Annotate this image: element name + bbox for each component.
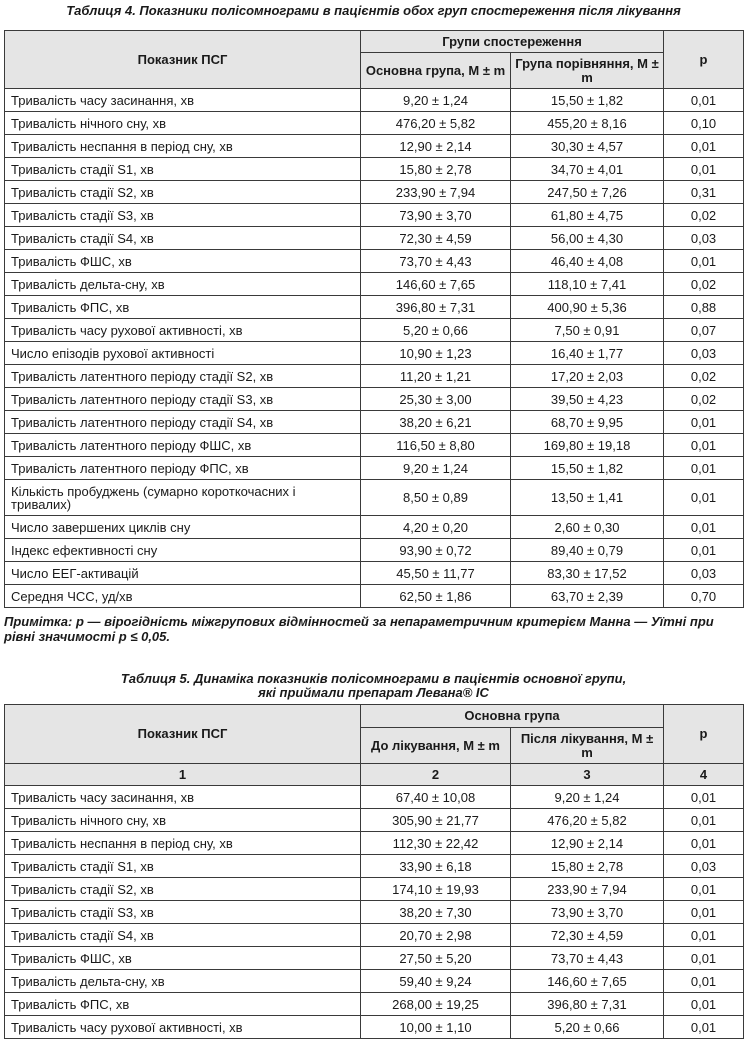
row-label: Тривалість латентного періоду стадії S4, хв [5, 411, 361, 434]
row-value-a: 9,20 ± 1,24 [361, 89, 511, 112]
row-p-value: 0,01 [664, 878, 744, 901]
row-value-a: 12,90 ± 2,14 [361, 135, 511, 158]
row-p-value: 0,01 [664, 786, 744, 809]
table-row [5, 388, 744, 411]
row-p-value: 0,70 [664, 585, 744, 608]
row-label: Індекс ефективності сну [5, 539, 361, 562]
row-value-b: 9,20 ± 1,24 [511, 786, 664, 809]
table-row [5, 89, 744, 112]
row-label: Тривалість дельта-сну, хв [5, 970, 361, 993]
row-p-value: 0,03 [664, 562, 744, 585]
row-value-b: 63,70 ± 2,39 [511, 585, 664, 608]
table5-column-numbers [5, 764, 744, 786]
row-value-a: 67,40 ± 10,08 [361, 786, 511, 809]
column-number: 4 [664, 764, 744, 786]
column-number: 3 [511, 764, 664, 786]
row-label: Тривалість нічного сну, хв [5, 112, 361, 135]
table-row [5, 434, 744, 457]
row-value-a: 112,30 ± 22,42 [361, 832, 511, 855]
row-value-b: 61,80 ± 4,75 [511, 204, 664, 227]
row-value-a: 59,40 ± 9,24 [361, 970, 511, 993]
row-label: Тривалість неспання в період сну, хв [5, 135, 361, 158]
row-value-a: 11,20 ± 1,21 [361, 365, 511, 388]
row-value-b: 13,50 ± 1,41 [511, 480, 664, 516]
row-value-b: 73,70 ± 4,43 [511, 947, 664, 970]
row-value-a: 38,20 ± 7,30 [361, 901, 511, 924]
row-p-value: 0,01 [664, 993, 744, 1016]
table-row [5, 181, 744, 204]
table4-caption: Таблиця 4. Показники полісомнограми в пацієнтів обох груп спостереження після лікування [66, 3, 681, 18]
row-value-b: 89,40 ± 0,79 [511, 539, 664, 562]
row-label: Тривалість часу засинання, хв [5, 89, 361, 112]
row-value-b: 34,70 ± 4,01 [511, 158, 664, 181]
row-value-a: 396,80 ± 7,31 [361, 296, 511, 319]
row-label: Тривалість латентного періоду ФШС, хв [5, 434, 361, 457]
table-row [5, 901, 744, 924]
table-row [5, 855, 744, 878]
row-value-b: 15,50 ± 1,82 [511, 89, 664, 112]
row-label: Тривалість ФПС, хв [5, 993, 361, 1016]
table-row [5, 250, 744, 273]
row-label: Тривалість стадії S3, хв [5, 204, 361, 227]
table-row [5, 204, 744, 227]
row-p-value: 0,01 [664, 970, 744, 993]
row-value-b: 118,10 ± 7,41 [511, 273, 664, 296]
row-label: Тривалість ФПС, хв [5, 296, 361, 319]
row-p-value: 0,01 [664, 924, 744, 947]
row-value-a: 4,20 ± 0,20 [361, 516, 511, 539]
row-value-a: 33,90 ± 6,18 [361, 855, 511, 878]
row-label: Тривалість латентного періоду стадії S2, хв [5, 365, 361, 388]
row-p-value: 0,01 [664, 411, 744, 434]
row-value-a: 233,90 ± 7,94 [361, 181, 511, 204]
table5-caption-line1: Таблиця 5. Динаміка показників полісомнограми в пацієнтів основної групи, [120, 671, 627, 686]
row-label: Середня ЧСС, уд/хв [5, 585, 361, 608]
row-p-value: 0,01 [664, 135, 744, 158]
table-row [5, 924, 744, 947]
table-row [5, 562, 744, 585]
row-label: Тривалість латентного періоду стадії S3, хв [5, 388, 361, 411]
table-row [5, 947, 744, 970]
row-p-value: 0,01 [664, 480, 744, 516]
table5-header-before: До лікування, M ± m [361, 728, 511, 764]
table-row [5, 539, 744, 562]
row-value-a: 305,90 ± 21,77 [361, 809, 511, 832]
table-row [5, 411, 744, 434]
row-p-value: 0,03 [664, 227, 744, 250]
row-label: Тривалість ФШС, хв [5, 947, 361, 970]
table-row [5, 516, 744, 539]
row-value-a: 15,80 ± 2,78 [361, 158, 511, 181]
table5 [4, 704, 744, 1039]
row-value-a: 5,20 ± 0,66 [361, 319, 511, 342]
row-p-value: 0,03 [664, 855, 744, 878]
row-value-a: 62,50 ± 1,86 [361, 585, 511, 608]
row-value-a: 38,20 ± 6,21 [361, 411, 511, 434]
row-value-a: 73,70 ± 4,43 [361, 250, 511, 273]
table5-caption-line2: які приймали препарат Левана® ІС [258, 685, 489, 700]
row-value-b: 455,20 ± 8,16 [511, 112, 664, 135]
row-value-b: 68,70 ± 9,95 [511, 411, 664, 434]
row-p-value: 0,02 [664, 388, 744, 411]
row-value-b: 169,80 ± 19,18 [511, 434, 664, 457]
row-value-a: 146,60 ± 7,65 [361, 273, 511, 296]
row-label: Число завершених циклів сну [5, 516, 361, 539]
table-row [5, 480, 744, 516]
row-value-a: 9,20 ± 1,24 [361, 457, 511, 480]
table-row [5, 878, 744, 901]
table-row [5, 273, 744, 296]
row-value-b: 12,90 ± 2,14 [511, 832, 664, 855]
row-value-a: 174,10 ± 19,93 [361, 878, 511, 901]
row-label: Тривалість часу засинання, хв [5, 786, 361, 809]
table-row [5, 993, 744, 1016]
table-row [5, 112, 744, 135]
row-p-value: 0,01 [664, 1016, 744, 1039]
row-p-value: 0,01 [664, 158, 744, 181]
row-value-b: 15,80 ± 2,78 [511, 855, 664, 878]
row-p-value: 0,01 [664, 250, 744, 273]
row-value-b: 30,30 ± 4,57 [511, 135, 664, 158]
table4-header-p: p [664, 31, 744, 89]
row-value-a: 10,00 ± 1,10 [361, 1016, 511, 1039]
row-label: Тривалість стадії S2, хв [5, 181, 361, 204]
row-p-value: 0,01 [664, 809, 744, 832]
row-value-a: 10,90 ± 1,23 [361, 342, 511, 365]
table-row [5, 296, 744, 319]
row-value-a: 93,90 ± 0,72 [361, 539, 511, 562]
row-value-b: 233,90 ± 7,94 [511, 878, 664, 901]
table-row [5, 786, 744, 809]
table4-note: Примітка: p — вірогідність міжгрупових відмінностей за непараметричним критерієм Манна — Уїтні при рівні значимості p ≤ 0,05. [4, 614, 714, 644]
row-value-b: 83,30 ± 17,52 [511, 562, 664, 585]
table-row [5, 809, 744, 832]
row-label: Тривалість стадії S4, хв [5, 924, 361, 947]
row-value-a: 72,30 ± 4,59 [361, 227, 511, 250]
row-value-a: 268,00 ± 19,25 [361, 993, 511, 1016]
row-p-value: 0,01 [664, 947, 744, 970]
table-row [5, 832, 744, 855]
table-row [5, 227, 744, 250]
table-row [5, 970, 744, 993]
row-p-value: 0,01 [664, 901, 744, 924]
row-label: Тривалість стадії S3, хв [5, 901, 361, 924]
table4-header-comparison-group: Група порівняння, M ± m [511, 53, 664, 89]
row-p-value: 0,88 [664, 296, 744, 319]
table-row [5, 1016, 744, 1039]
row-label: Тривалість латентного періоду ФПС, хв [5, 457, 361, 480]
row-value-b: 7,50 ± 0,91 [511, 319, 664, 342]
row-value-b: 56,00 ± 4,30 [511, 227, 664, 250]
table4-body [5, 89, 744, 608]
row-label: Число ЕЕГ-активацій [5, 562, 361, 585]
table5-header-indicator: Показник ПСГ [5, 705, 361, 764]
row-value-b: 17,20 ± 2,03 [511, 365, 664, 388]
column-number: 1 [5, 764, 361, 786]
row-value-b: 146,60 ± 7,65 [511, 970, 664, 993]
row-value-b: 16,40 ± 1,77 [511, 342, 664, 365]
row-label: Тривалість ФШС, хв [5, 250, 361, 273]
table5-header-group: Основна група [361, 705, 664, 728]
row-value-a: 73,90 ± 3,70 [361, 204, 511, 227]
row-label: Тривалість дельта-сну, хв [5, 273, 361, 296]
row-p-value: 0,02 [664, 204, 744, 227]
row-label: Тривалість неспання в період сну, хв [5, 832, 361, 855]
row-value-a: 25,30 ± 3,00 [361, 388, 511, 411]
row-value-b: 476,20 ± 5,82 [511, 809, 664, 832]
row-value-b: 72,30 ± 4,59 [511, 924, 664, 947]
row-value-b: 5,20 ± 0,66 [511, 1016, 664, 1039]
row-value-b: 46,40 ± 4,08 [511, 250, 664, 273]
row-value-a: 45,50 ± 11,77 [361, 562, 511, 585]
row-label: Тривалість стадії S1, хв [5, 158, 361, 181]
row-label: Тривалість часу рухової активності, хв [5, 1016, 361, 1039]
row-label: Тривалість нічного сну, хв [5, 809, 361, 832]
row-value-b: 73,90 ± 3,70 [511, 901, 664, 924]
row-p-value: 0,01 [664, 832, 744, 855]
row-p-value: 0,02 [664, 365, 744, 388]
table4-header-main-group: Основна група, M ± m [361, 53, 511, 89]
table5-header-p: p [664, 705, 744, 764]
table-row [5, 585, 744, 608]
row-p-value: 0,01 [664, 434, 744, 457]
table-row [5, 365, 744, 388]
row-p-value: 0,10 [664, 112, 744, 135]
table-row [5, 457, 744, 480]
table-row [5, 319, 744, 342]
row-value-b: 39,50 ± 4,23 [511, 388, 664, 411]
row-value-a: 27,50 ± 5,20 [361, 947, 511, 970]
row-value-b: 396,80 ± 7,31 [511, 993, 664, 1016]
row-value-b: 247,50 ± 7,26 [511, 181, 664, 204]
row-value-b: 400,90 ± 5,36 [511, 296, 664, 319]
row-label: Тривалість стадії S2, хв [5, 878, 361, 901]
row-p-value: 0,01 [664, 516, 744, 539]
row-p-value: 0,07 [664, 319, 744, 342]
table-row [5, 135, 744, 158]
row-value-a: 8,50 ± 0,89 [361, 480, 511, 516]
row-p-value: 0,01 [664, 457, 744, 480]
column-number: 2 [361, 764, 511, 786]
row-label: Тривалість стадії S4, хв [5, 227, 361, 250]
row-p-value: 0,02 [664, 273, 744, 296]
row-label: Кількість пробуджень (сумарно короткочасних і тривалих) [5, 480, 361, 516]
table4-header-groups: Групи спостереження [361, 31, 664, 53]
table5-header-after: Після лікування, M ± m [511, 728, 664, 764]
row-value-a: 116,50 ± 8,80 [361, 434, 511, 457]
row-label: Тривалість часу рухової активності, хв [5, 319, 361, 342]
table-row [5, 342, 744, 365]
table-row [5, 158, 744, 181]
row-p-value: 0,03 [664, 342, 744, 365]
row-label: Тривалість стадії S1, хв [5, 855, 361, 878]
row-value-b: 15,50 ± 1,82 [511, 457, 664, 480]
row-label: Число епізодів рухової активності [5, 342, 361, 365]
table4-header-indicator: Показник ПСГ [5, 31, 361, 89]
table5-body [5, 764, 744, 1039]
row-p-value: 0,01 [664, 89, 744, 112]
row-p-value: 0,01 [664, 539, 744, 562]
row-value-b: 2,60 ± 0,30 [511, 516, 664, 539]
row-value-a: 476,20 ± 5,82 [361, 112, 511, 135]
table4 [4, 30, 744, 608]
row-p-value: 0,31 [664, 181, 744, 204]
row-value-a: 20,70 ± 2,98 [361, 924, 511, 947]
